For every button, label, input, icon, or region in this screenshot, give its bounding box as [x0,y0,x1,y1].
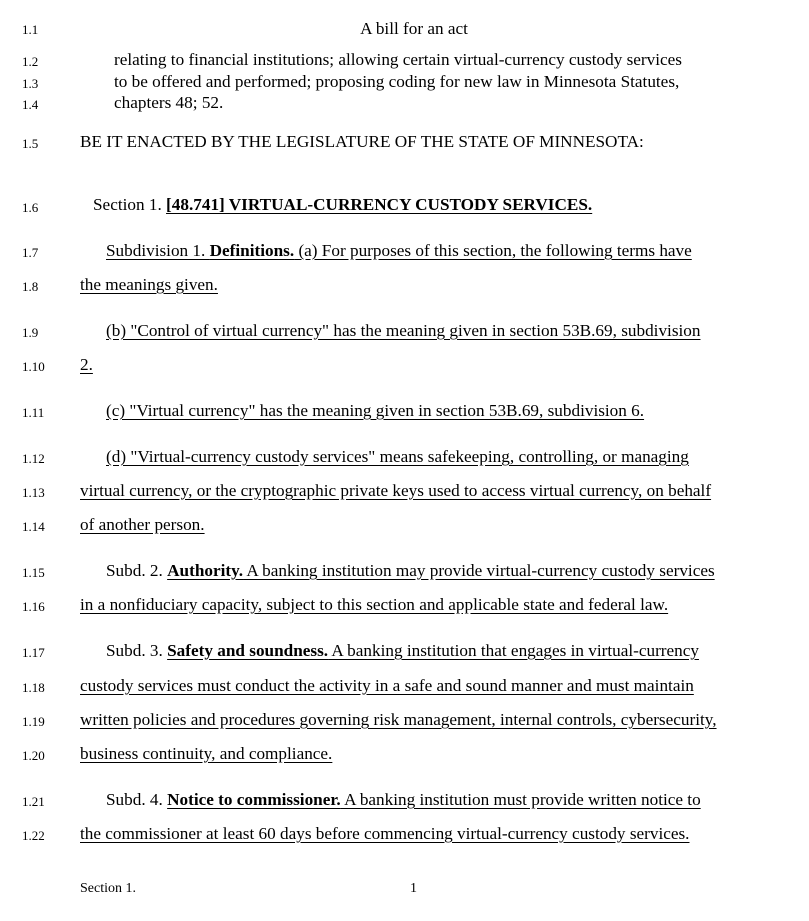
subd2-heading: Authority. [167,561,244,580]
line-number: 1.12 [22,451,45,466]
para-b-line: (b) "Control of virtual currency" has the meaning given in section 53B.69, subdivision [106,321,701,340]
subd2-text: A banking institution may provide virtual-currency custody services [243,561,715,580]
line-number: 1.19 [22,714,45,729]
line-number: 1.14 [22,519,45,534]
bill-subject-line: relating to financial institutions; allowing certain virtual-currency custody services [114,50,682,69]
para-d-line: virtual currency, or the cryptographic private keys used to access virtual currency, on behalf [80,481,712,500]
line-number: 1.17 [22,645,45,660]
line-number: 1.4 [22,97,39,112]
line-number: 1.16 [22,599,45,614]
line-number: 1.1 [22,22,39,37]
subd1-text: (a) For purposes of this section, the following terms have [294,241,692,260]
page-number: 1 [410,881,417,896]
subd3-heading: Safety and soundness. [167,641,329,660]
line-number: 1.13 [22,485,45,500]
line-number: 1.21 [22,794,45,809]
subd3-line [106,642,699,659]
para-d-line: of another person. [80,515,205,534]
enacting-clause: BE IT ENACTED BY THE LEGISLATURE OF THE STATE OF MINNESOTA: [80,132,644,151]
subd4-line [106,791,701,808]
section-heading [93,196,592,213]
line-number: 1.9 [22,325,39,340]
section-label: Section 1. [93,195,167,214]
subd1-label: Subdivision 1. [106,241,210,260]
line-number: 1.18 [22,680,45,695]
bill-subject-line: to be offered and performed; proposing coding for new law in Minnesota Statutes, [114,72,680,91]
line-number: 1.6 [22,200,39,215]
subd1-line [106,242,692,259]
subd3-line: custody services must conduct the activity in a safe and sound manner and must maintain [80,676,694,695]
line-number: 1.11 [22,405,45,420]
line-number: 1.7 [22,245,39,260]
line-number: 1.2 [22,54,39,69]
line-number: 1.3 [22,76,39,91]
subd4-heading: Notice to commissioner. [167,790,341,809]
para-b-line: 2. [80,355,93,374]
subd3-line: written policies and procedures governing risk management, internal controls, cybersecurity, [80,710,717,729]
subd2-line: in a nonfiduciary capacity, subject to this section and applicable state and federal law. [80,595,669,614]
line-number: 1.5 [22,136,39,151]
subd4-text: A banking institution must provide written notice to [340,790,701,809]
subd2-label: Subd. 2. [106,561,168,580]
subd1-heading: Definitions. [209,241,295,260]
subd4-label: Subd. 4. [106,790,168,809]
subd3-text: A banking institution that engages in virtual-currency [328,641,699,660]
line-number: 1.8 [22,279,39,294]
bill-title: A bill for an act [360,19,468,38]
para-d-line: (d) "Virtual-currency custody services" means safekeeping, controlling, or managing [106,447,689,466]
line-number: 1.20 [22,748,45,763]
line-number: 1.10 [22,359,45,374]
subd2-line [106,562,715,579]
section-title: [48.741] VIRTUAL-CURRENCY CUSTODY SERVICES. [166,195,593,214]
bill-subject-line: chapters 48; 52. [114,93,224,112]
subd4-line: the commissioner at least 60 days before commencing virtual-currency custody services. [80,824,690,843]
subd3-line: business continuity, and compliance. [80,744,333,763]
para-c-line: (c) "Virtual currency" has the meaning given in section 53B.69, subdivision 6. [106,401,645,420]
line-number: 1.15 [22,565,45,580]
subd3-label: Subd. 3. [106,641,168,660]
footer-section: Section 1. [80,881,136,896]
line-number: 1.22 [22,828,45,843]
subd1-line: the meanings given. [80,275,218,294]
